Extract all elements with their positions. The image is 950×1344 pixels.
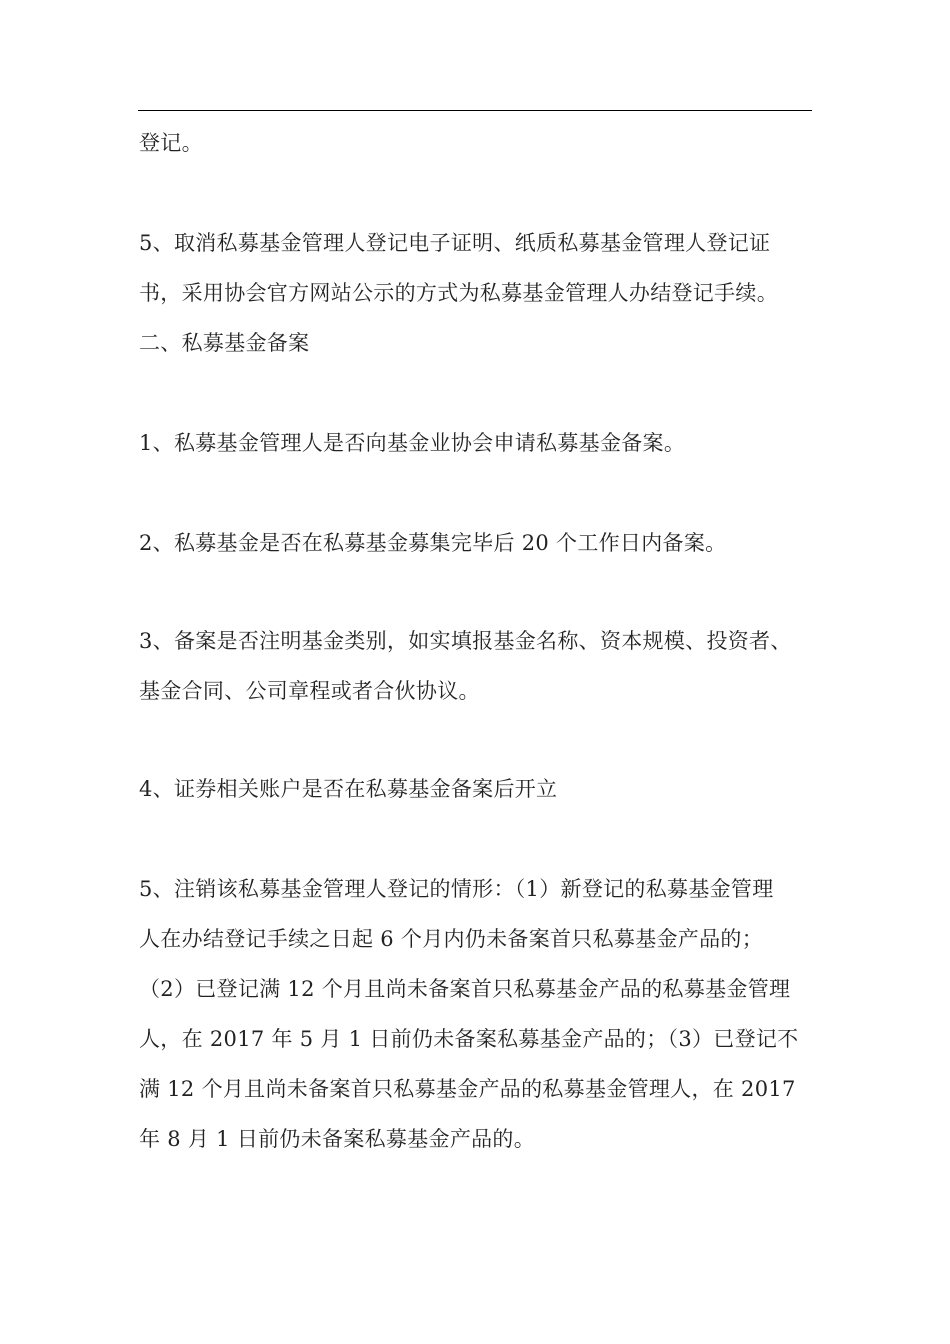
text-line: 5、取消私募基金管理人登记电子证明、纸质私募基金管理人登记证 [139, 231, 771, 255]
section-heading: 二、私募基金备案 [139, 331, 310, 355]
text-line: （2）已登记满 12 个月且尚未备案首只私募基金产品的私募基金管理 [139, 977, 791, 1001]
text-line: 2、私募基金是否在私募基金募集完毕后 20 个工作日内备案。 [139, 531, 727, 555]
text-line: 1、私募基金管理人是否向基金业协会申请私募基金备案。 [139, 431, 686, 455]
text-line: 人，在 2017 年 5 月 1 日前仍未备案私募基金产品的；（3）已登记不 [139, 1027, 799, 1051]
text-line: 年 8 月 1 日前仍未备案私募基金产品的。 [139, 1127, 536, 1151]
text-line: 基金合同、公司章程或者合伙协议。 [139, 679, 480, 703]
text-line: 人在办结登记手续之日起 6 个月内仍未备案首只私募基金产品的； [139, 927, 764, 951]
text-line: 3、备案是否注明基金类别，如实填报基金名称、资本规模、投资者、 [139, 629, 792, 653]
text-line: 登记。 [139, 131, 203, 155]
text-line: 5、注销该私募基金管理人登记的情形：（1）新登记的私募基金管理 [139, 877, 774, 901]
text-line: 满 12 个月且尚未备案首只私募基金产品的私募基金管理人，在 2017 [139, 1077, 796, 1101]
text-line: 书，采用协会官方网站公示的方式为私募基金管理人办结登记手续。 [139, 281, 778, 305]
text-line: 4、证券相关账户是否在私募基金备案后开立 [139, 777, 558, 801]
header-rule [138, 110, 812, 111]
